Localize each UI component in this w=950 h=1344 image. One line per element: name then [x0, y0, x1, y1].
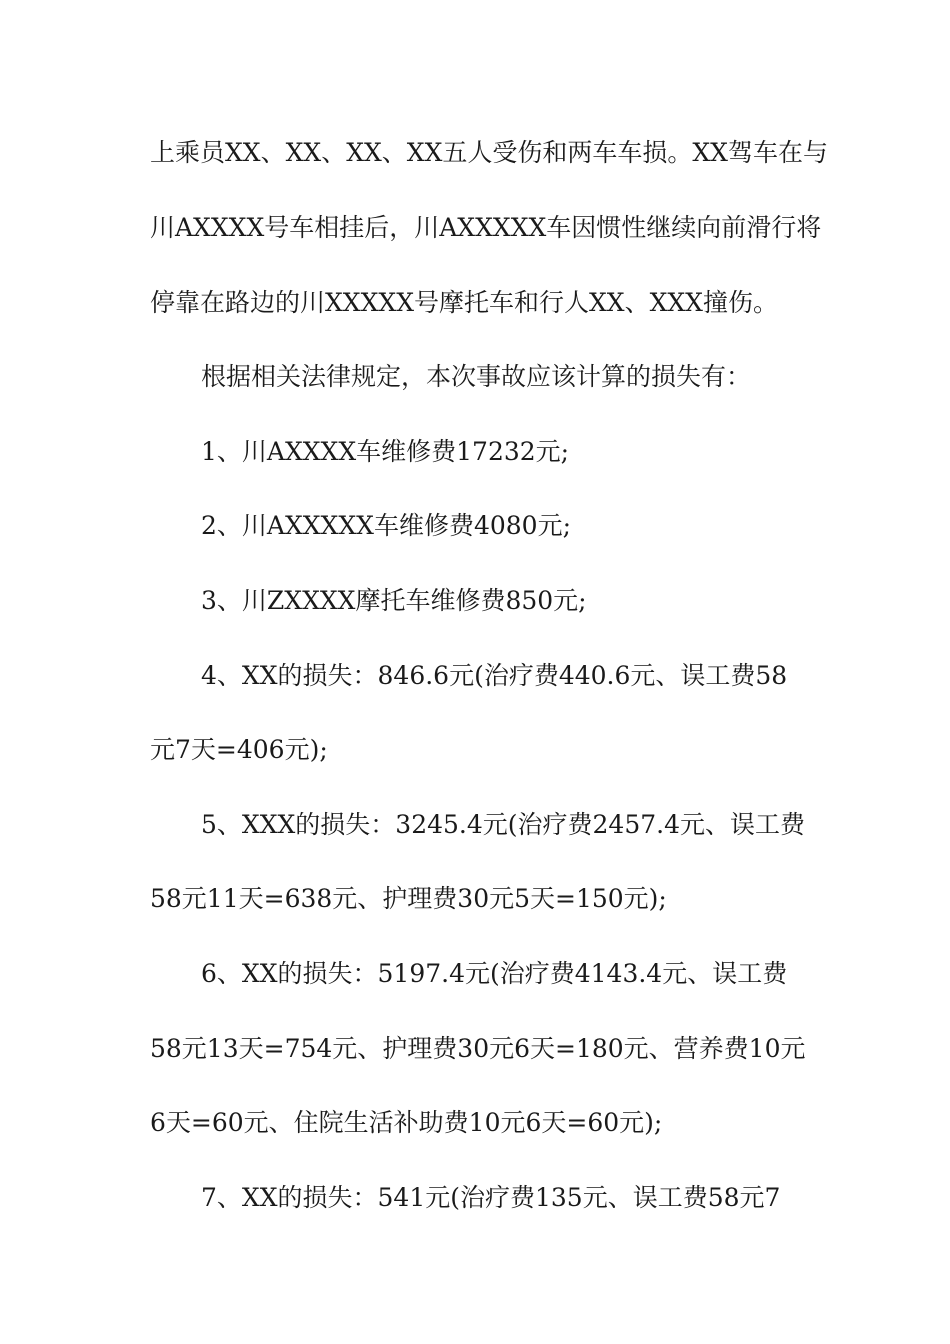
list-item-line: 元7天=406元);: [150, 735, 328, 764]
list-item-line: 6天=60元、住院生活补助费10元6天=60元);: [150, 1108, 663, 1137]
list-item-line: 2、川AXXXXX车维修费4080元;: [201, 511, 571, 540]
paragraph-line: 停靠在路边的川XXXXX号摩托车和行人XX、XXX撞伤。: [150, 288, 778, 317]
list-item-line: 58元11天=638元、护理费30元5天=150元);: [150, 884, 667, 913]
list-item-line: 7、XX的损失：541元(治疗费135元、误工费58元7: [201, 1183, 781, 1212]
list-item-line: 58元13天=754元、护理费30元6天=180元、营养费10元: [150, 1034, 806, 1063]
paragraph-line: 川AXXXX号车相挂后，川AXXXXX车因惯性继续向前滑行将: [150, 213, 822, 242]
list-item-line: 6、XX的损失：5197.4元(治疗费4143.4元、误工费: [201, 959, 788, 988]
paragraph-line: 根据相关法律规定，本次事故应该计算的损失有：: [201, 362, 752, 391]
list-item-line: 3、川ZXXXX摩托车维修费850元;: [201, 586, 587, 615]
list-item-line: 5、XXX的损失：3245.4元(治疗费2457.4元、误工费: [201, 810, 806, 839]
paragraph-line: 上乘员XX、XX、XX、XX五人受伤和两车车损。XX驾车在与: [150, 138, 828, 167]
list-item-line: 1、川AXXXX车维修费17232元;: [201, 437, 570, 466]
list-item-line: 4、XX的损失：846.6元(治疗费440.6元、误工费58: [201, 661, 788, 690]
